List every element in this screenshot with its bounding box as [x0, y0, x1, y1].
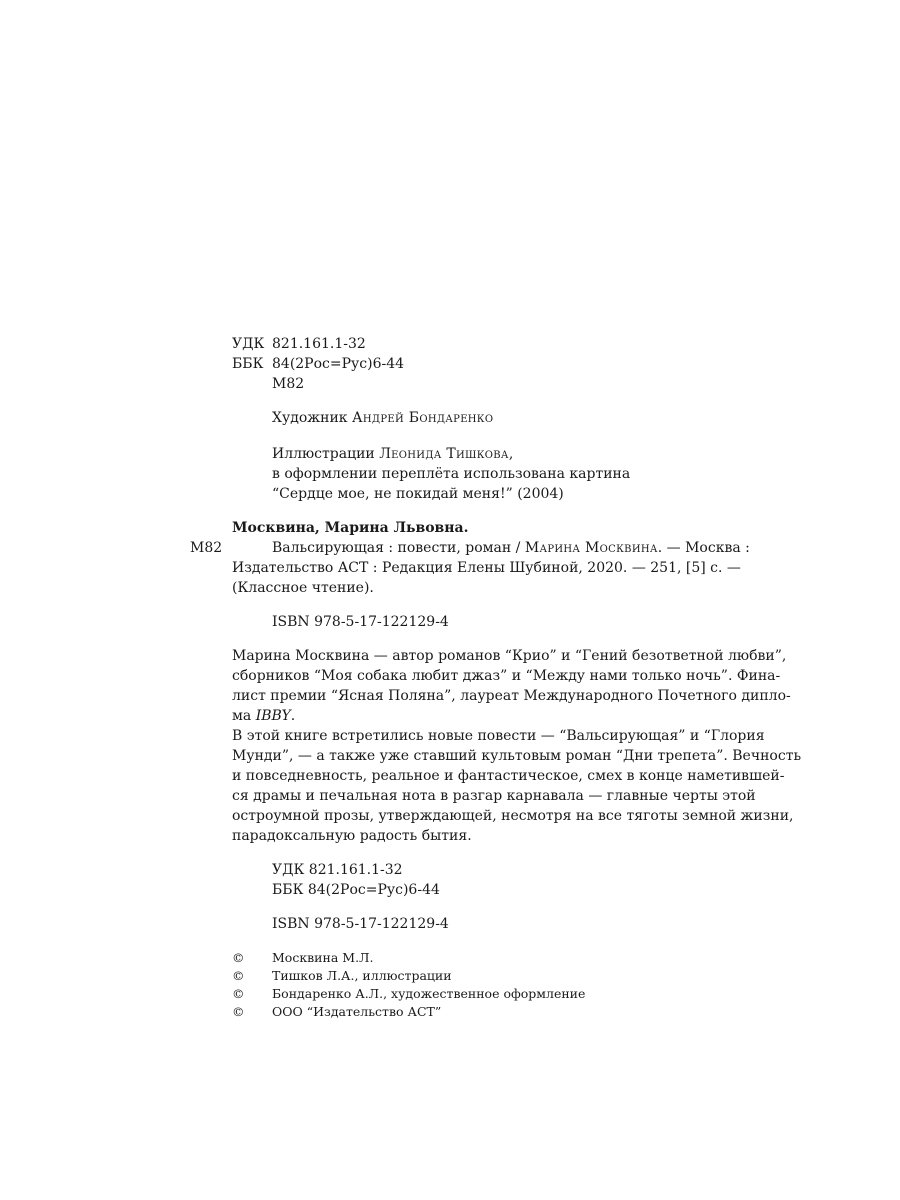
artist-prefix: Художник: [272, 410, 348, 426]
copyright-symbol: ©: [232, 968, 245, 983]
artist-name: Андрей Бондаренко: [352, 410, 494, 426]
catalog-line-2: Издательство АСТ : Редакция Елены Шубиной, 2020. — 251, [5] с. —: [232, 560, 741, 576]
copyright-text: ООО “Издательство АСТ”: [272, 1004, 442, 1019]
copyright-symbol: ©: [232, 1004, 245, 1019]
footer-udk: УДК 821.161.1-32: [272, 862, 403, 878]
copyright-symbol: ©: [232, 950, 245, 965]
catalog-author: Марина Москвина: [524, 540, 658, 556]
annotation-line: остроумной прозы, утверждающей, несмотря на все тяготы земной жизни,: [232, 808, 794, 824]
bbk-value: 84(2Рос=Рус)6-44: [272, 356, 405, 372]
annotation-line: лист премии “Ясная Поляна”, лауреат Международного Почетного дипло-: [232, 688, 791, 704]
copyright-symbol: ©: [232, 986, 245, 1001]
footer-bbk: ББК 84(2Рос=Рус)6-44: [272, 882, 440, 898]
artist-credit: [272, 410, 493, 426]
catalog-heading: Москвина, Марина Львовна.: [232, 520, 469, 536]
copyright-text: Москвина М.Л.: [272, 950, 374, 965]
annotation-line: ма IBBY.: [232, 708, 296, 724]
bbk-label: ББК: [232, 356, 264, 372]
catalog-isbn: ISBN 978-5-17-122129-4: [272, 614, 449, 630]
illustrator-name: Леонида Тишкова: [379, 446, 509, 462]
footer-isbn: ISBN 978-5-17-122129-4: [272, 916, 449, 932]
catalog-line-1: Вальсирующая : повести, роман / Марина Москвина. — Москва :: [272, 540, 750, 556]
annotation-line: В этой книге встретились новые повести — “Вальсирующая” и “Глория: [232, 728, 765, 744]
copyright-text: Бондаренко А.Л., художественное оформление: [272, 986, 586, 1001]
annotation-line: и повседневность, реальное и фантастическое, смех в конце наметившей-: [232, 768, 785, 784]
udk-label: УДК: [232, 336, 265, 352]
illustrations-credit: Иллюстрации Леонида Тишкова,: [272, 446, 514, 462]
author-mark: М82: [272, 376, 305, 392]
cover-note-line1: в оформлении переплёта использована картина: [272, 466, 631, 482]
illustrations-prefix: Иллюстрации: [272, 446, 375, 462]
annotation-line: Мунди”, — а также уже ставший культовым роман “Дни трепета”. Вечность: [232, 748, 802, 764]
catalog-side-mark: М82: [190, 540, 223, 556]
copyright-text: Тишков Л.А., иллюстрации: [272, 968, 452, 983]
annotation-line: парадоксальную радость бытия.: [232, 828, 472, 844]
udk-value: 821.161.1-32: [272, 336, 366, 352]
ibby-mark: IBBY: [255, 708, 291, 724]
annotation-line: сборников “Моя собака любит джаз” и “Между нами только ночь”. Фина-: [232, 668, 781, 684]
catalog-line-3: (Классное чтение).: [232, 580, 374, 596]
annotation-line: Марина Москвина — автор романов “Крио” и “Гений безответной любви”,: [232, 648, 787, 664]
annotation-line: ся драмы и печальная нота в разгар карнавала — главные черты этой: [232, 788, 756, 804]
cover-note-line2: “Сердце мое, не покидай меня!” (2004): [272, 486, 564, 502]
